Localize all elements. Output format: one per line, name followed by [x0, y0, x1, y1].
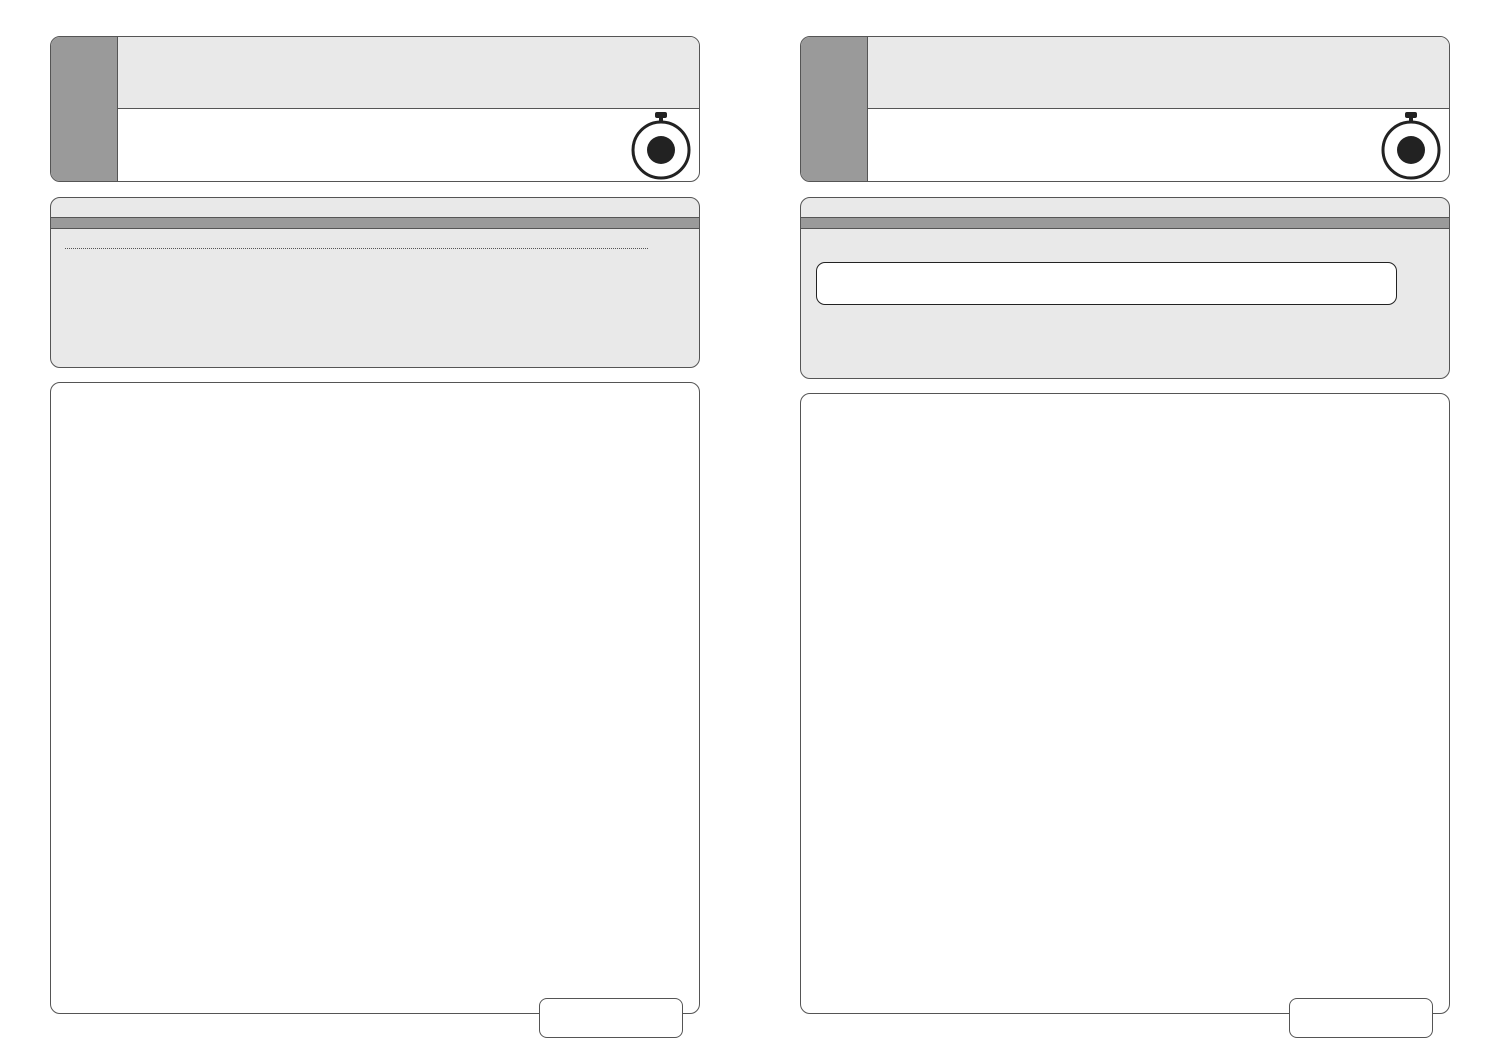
example-box: [800, 197, 1450, 379]
example-body: [801, 229, 1449, 321]
questions-box: [50, 382, 700, 1014]
questions-box: [800, 393, 1450, 1014]
score-box: [539, 998, 683, 1038]
example-label: [801, 217, 1449, 229]
stopwatch-icon: [629, 109, 693, 181]
test-header: [50, 36, 700, 182]
test-tab: [801, 37, 868, 181]
example-answer: [65, 247, 648, 249]
example-body: [51, 229, 699, 263]
title-band: [868, 37, 1449, 109]
example-options-table: [816, 262, 1397, 305]
page-right: [750, 0, 1500, 1061]
title-band: [118, 37, 699, 109]
example-instruction: [51, 198, 699, 217]
test-tab: [51, 37, 118, 181]
test-header: [800, 36, 1450, 182]
stopwatch-icon: [1379, 109, 1443, 181]
example-instruction: [801, 198, 1449, 217]
score-box: [1289, 998, 1433, 1038]
example-label: [51, 217, 699, 229]
example-box: [50, 197, 700, 368]
